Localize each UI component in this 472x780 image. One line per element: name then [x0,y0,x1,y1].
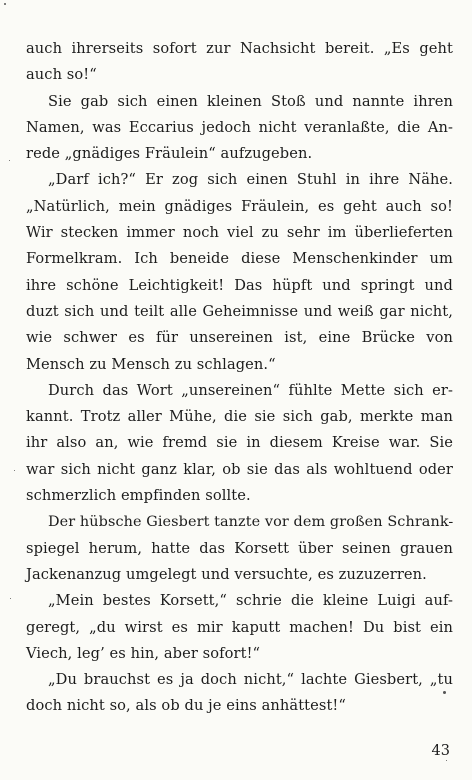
text-line: Mensch zu Mensch zu schlagen.“ [26,355,276,373]
text-line: „Natürlich, mein gnädiges Fräulein, es geht auch so! [26,197,453,215]
text-line: ihre schöne Leichtigkeit! Das hüpft und springt und [26,276,453,294]
text-line: schmerzlich empfinden sollte. [26,487,251,505]
paper-speck [4,3,6,5]
paper-speck [14,470,15,471]
text-line: Durch das Wort „unsereinen“ fühlte Mette sich er- [48,381,453,399]
text-line: war sich nicht ganz klar, ob sie das als wohltuend oder [26,460,453,478]
text-line: „Mein bestes Korsett,“ schrie die kleine Luigi auf- [48,592,453,610]
text-line: „Du brauchst es ja doch nicht,“ lachte Giesbert, „tu [48,671,453,689]
text-line: ihr also an, wie fremd sie in diesem Kreise war. Sie [26,434,453,452]
text-line: auch ihrerseits sofort zur Nachsicht bereit. „Es geht [26,40,453,57]
text-line: Wir stecken immer noch viel zu sehr im überlieferten [26,224,453,242]
text-line: Viech, leg’ es hin, aber sofort!“ [26,644,261,662]
text-line: Namen, was Eccarius jedoch nicht veranlaßte, die An- [26,118,453,136]
text-line: Sie gab sich einen kleinen Stoß und nannte ihren [48,92,453,110]
text-line: duzt sich und teilt alle Geheimnisse und weiß gar nicht, [26,302,453,320]
text-line: Der hübsche Giesbert tanzte vor dem großen Schrank- [48,514,454,531]
paper-speck [446,760,447,761]
text-line: doch nicht so, als ob du je eins anhättest!“ [26,697,346,715]
paper-speck [9,160,10,161]
text-line: spiegel herum, hatte das Korsett über seinen grauen [26,539,453,557]
text-line: auch so!“ [26,66,97,84]
body-text [26,36,453,720]
text-line: Jackenanzug umgelegt und versuchte, es zuzuzerren. [26,565,427,583]
text-line: rede „gnädiges Fräulein“ aufzugeben. [26,145,313,163]
text-line: Formelkram. Ich beneide diese Menschenkinder um [26,250,453,268]
page-number: 43 [431,743,450,759]
text-line: geregt, „du wirst es mir kaputt machen! Du bist ein [26,618,453,636]
paper-speck [443,691,446,694]
text-line: kannt. Trotz aller Mühe, die sie sich gab, merkte man [26,408,453,426]
text-line: „Darf ich?“ Er zog sich einen Stuhl in ihre Nähe. [48,171,453,189]
paper-speck [10,598,11,599]
text-line: wie schwer es für unsereinen ist, eine Brücke von [26,329,453,347]
